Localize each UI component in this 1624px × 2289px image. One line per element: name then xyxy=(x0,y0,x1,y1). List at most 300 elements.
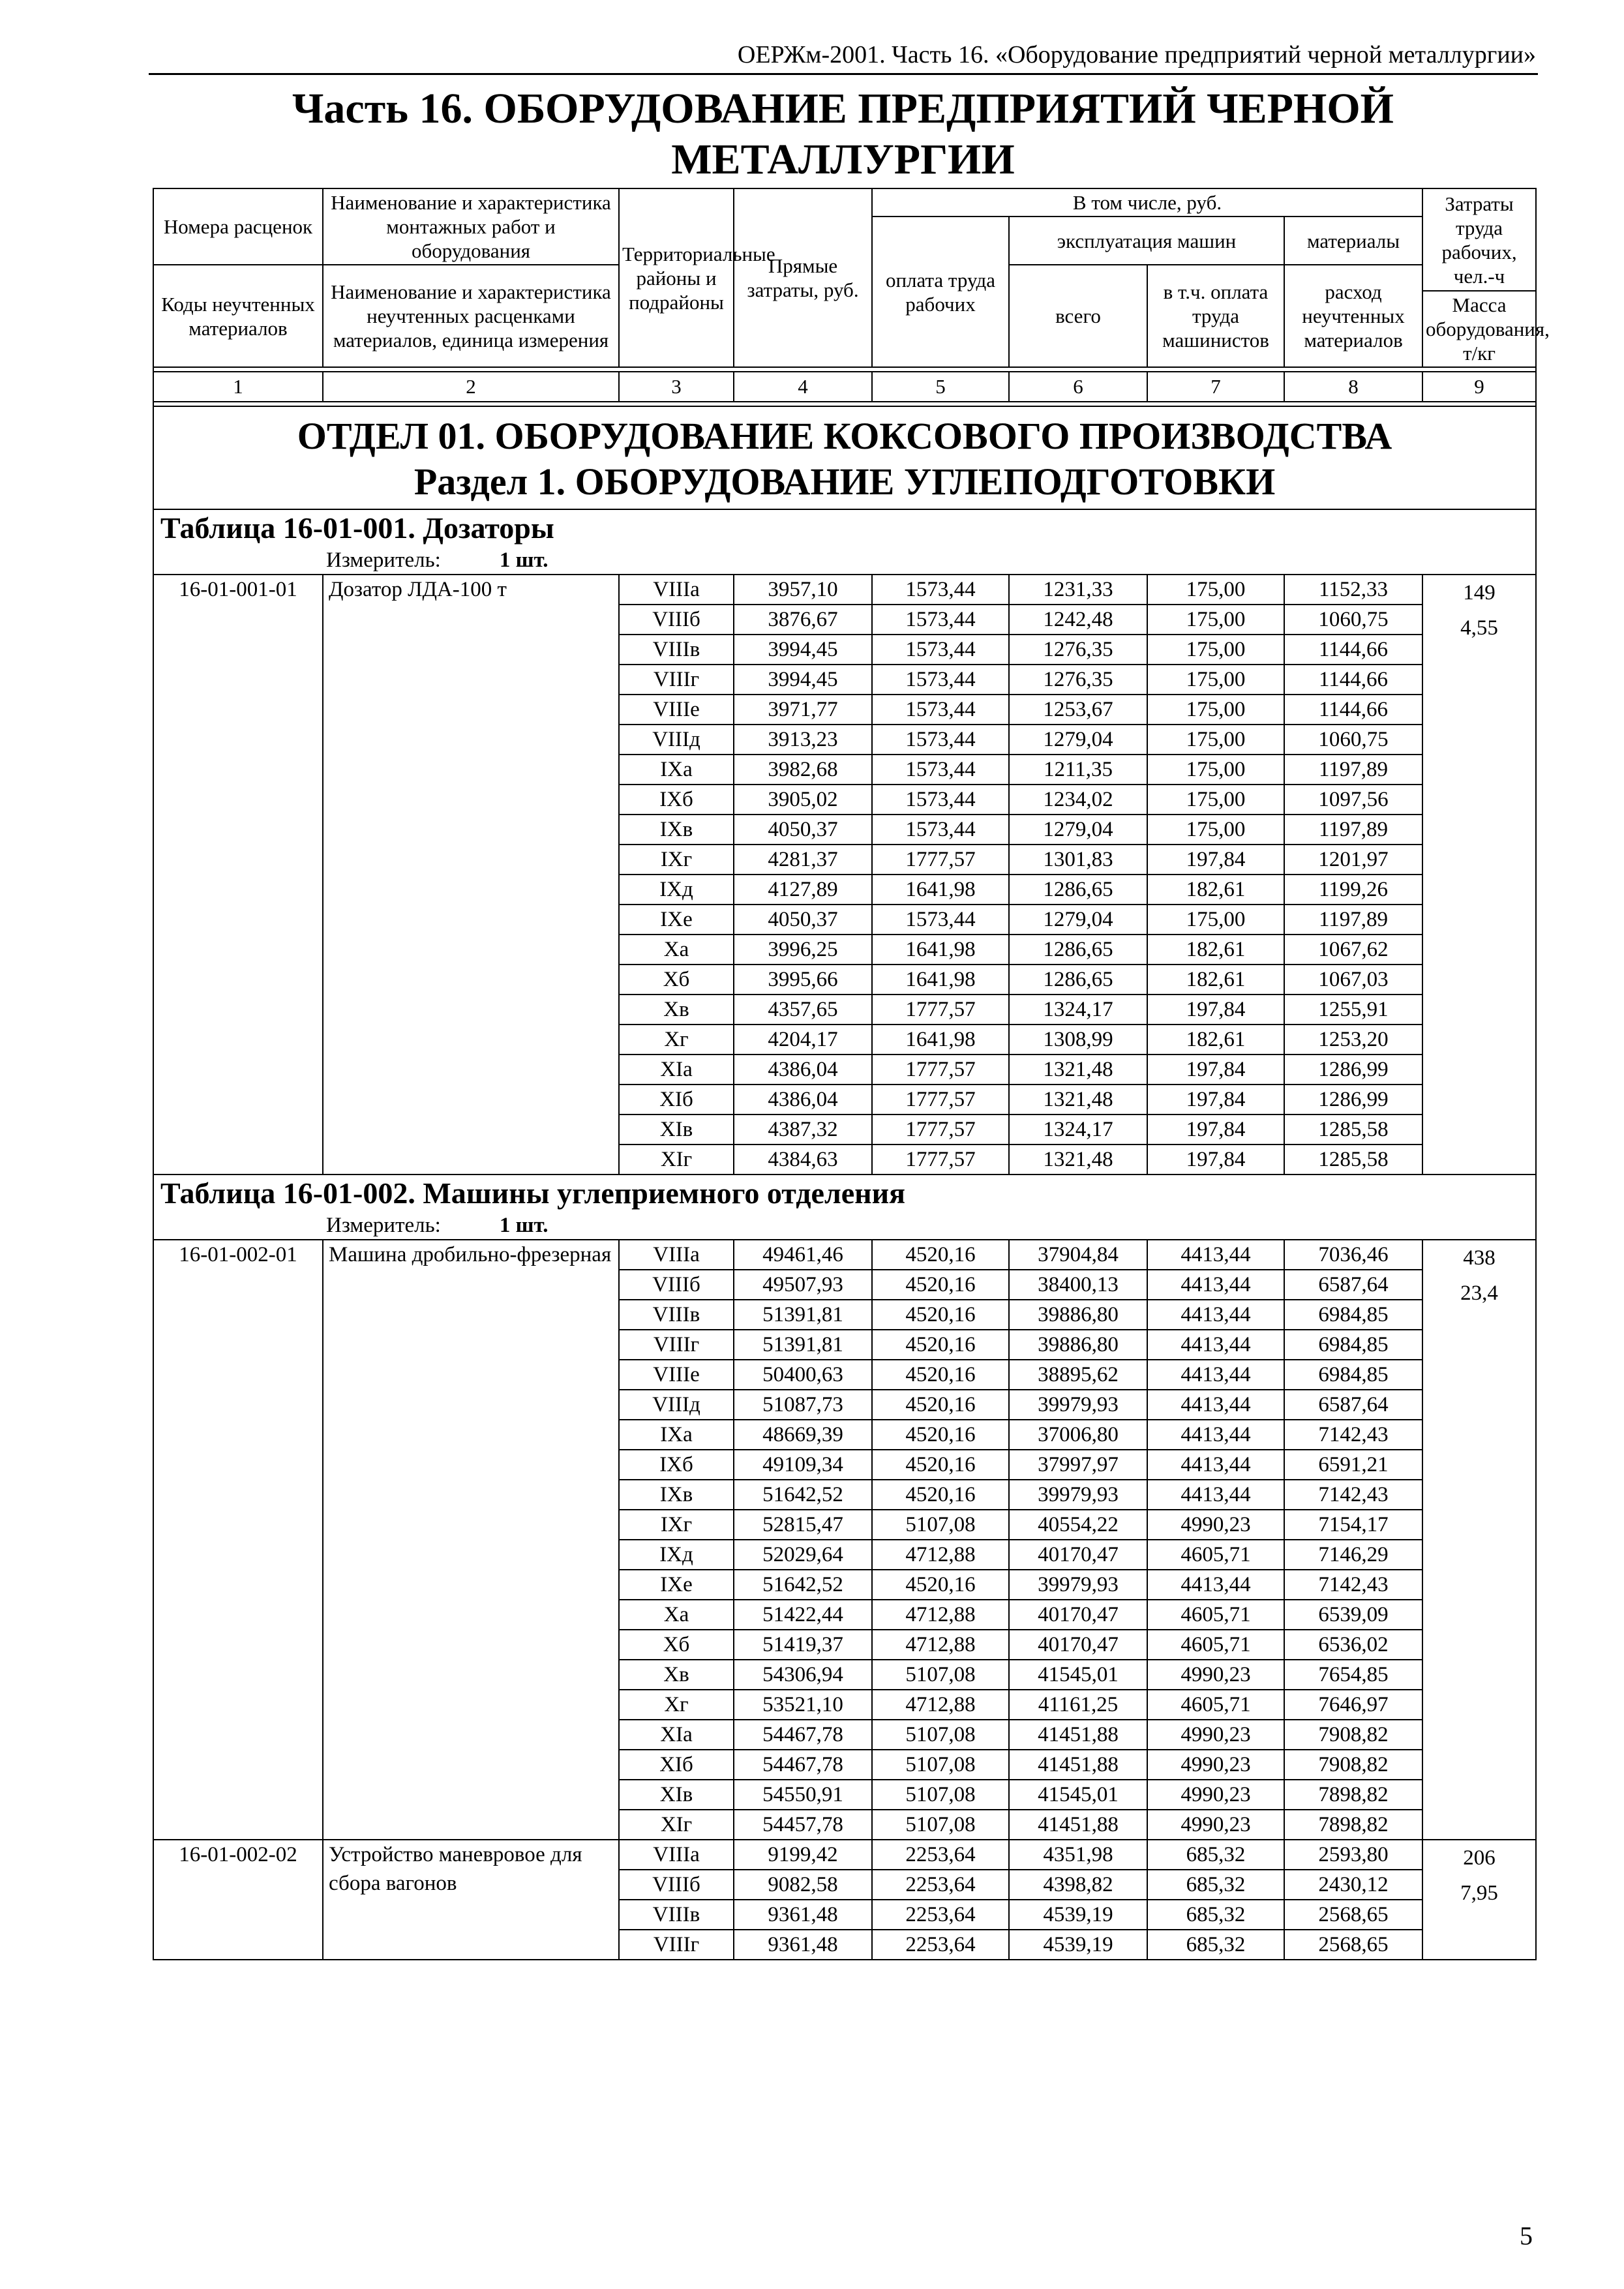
table-cell: 4204,17 xyxy=(734,1025,872,1055)
table-cell: Xв xyxy=(619,1660,734,1690)
table-cell: 4520,16 xyxy=(872,1270,1009,1300)
table-cell: 175,00 xyxy=(1147,755,1284,785)
table-cell: 52029,64 xyxy=(734,1540,872,1570)
table-cell: 9199,42 xyxy=(734,1840,872,1870)
table-cell: 41451,88 xyxy=(1009,1720,1147,1750)
measure-unit: 1 шт. xyxy=(499,548,549,572)
table-cell: 175,00 xyxy=(1147,575,1284,605)
table-cell: 197,84 xyxy=(1147,995,1284,1025)
table-cell: 1279,04 xyxy=(1009,815,1147,845)
table-cell: 1286,65 xyxy=(1009,875,1147,905)
table-cell: 4413,44 xyxy=(1147,1240,1284,1270)
table-cell: 1321,48 xyxy=(1009,1085,1147,1115)
table-cell: IXг xyxy=(619,1510,734,1540)
table-cell: 1285,58 xyxy=(1284,1115,1422,1144)
labor-mass-cell xyxy=(1422,1240,1536,1840)
table-cell: VIIIa xyxy=(619,1240,734,1270)
table-cell: 182,61 xyxy=(1147,875,1284,905)
table-cell: 7908,82 xyxy=(1284,1750,1422,1780)
table-cell: 1286,99 xyxy=(1284,1055,1422,1085)
table-cell: 4413,44 xyxy=(1147,1570,1284,1600)
table-cell: 4990,23 xyxy=(1147,1660,1284,1690)
table-cell: 4413,44 xyxy=(1147,1420,1284,1450)
table-cell: 1197,89 xyxy=(1284,815,1422,845)
table-cell: 4520,16 xyxy=(872,1330,1009,1360)
table-cell: 3971,77 xyxy=(734,695,872,725)
table-cell: VIIIб xyxy=(619,605,734,635)
table-cell: 1152,33 xyxy=(1284,575,1422,605)
table-cell: 7036,46 xyxy=(1284,1240,1422,1270)
table-cell: 4605,71 xyxy=(1147,1600,1284,1630)
table-cell: 51422,44 xyxy=(734,1600,872,1630)
table-cell: 2253,64 xyxy=(872,1870,1009,1900)
table-cell: 54306,94 xyxy=(734,1660,872,1690)
table-cell: 7908,82 xyxy=(1284,1720,1422,1750)
table-cell: 4520,16 xyxy=(872,1450,1009,1480)
table-cell: 9361,48 xyxy=(734,1900,872,1930)
table-cell: 1234,02 xyxy=(1009,785,1147,815)
header-materials: материалы xyxy=(1284,217,1422,265)
table-cell: XIб xyxy=(619,1085,734,1115)
table-row xyxy=(153,575,1536,605)
table-cell: VIIIa xyxy=(619,575,734,605)
table-cell: 6539,09 xyxy=(1284,1600,1422,1630)
table-title: Таблица 16-01-001. Дозаторы xyxy=(153,509,1536,546)
running-header: ОЕРЖм-2001. Часть 16. «Оборудование предприятий черной металлургии» xyxy=(737,41,1536,68)
header-labor: Затраты труда рабочих, чел.-ч xyxy=(1422,188,1536,291)
col-number: 4 xyxy=(734,372,872,402)
table-cell: 1324,17 xyxy=(1009,1115,1147,1144)
table-cell: IXб xyxy=(619,785,734,815)
table-cell: 1286,99 xyxy=(1284,1085,1422,1115)
header-materials-consumption: расход неучтенных материалов xyxy=(1284,265,1422,367)
table-cell: 37904,84 xyxy=(1009,1240,1147,1270)
table-cell: 685,32 xyxy=(1147,1900,1284,1930)
col-number: 3 xyxy=(619,372,734,402)
table-cell: 4520,16 xyxy=(872,1480,1009,1510)
table-cell: 1573,44 xyxy=(872,785,1009,815)
measure-row xyxy=(153,546,1536,575)
table-cell: 1197,89 xyxy=(1284,755,1422,785)
table-cell: IXг xyxy=(619,845,734,875)
table-cell: Xб xyxy=(619,1630,734,1660)
table-cell: IXд xyxy=(619,1540,734,1570)
table-cell: Xг xyxy=(619,1690,734,1720)
measure-unit: 1 шт. xyxy=(499,1214,549,1237)
table-cell: IXв xyxy=(619,815,734,845)
table-cell: 4050,37 xyxy=(734,815,872,845)
col-number: 8 xyxy=(1284,372,1422,402)
table-cell: XIб xyxy=(619,1750,734,1780)
table-cell: 1573,44 xyxy=(872,695,1009,725)
col-number: 6 xyxy=(1009,372,1147,402)
table-cell: 3913,23 xyxy=(734,725,872,755)
labor-mass-cell xyxy=(1422,575,1536,1174)
table-cell: 49461,46 xyxy=(734,1240,872,1270)
mass-value: 7,95 xyxy=(1460,1881,1498,1905)
table-cell: 4712,88 xyxy=(872,1600,1009,1630)
table-cell: 39979,93 xyxy=(1009,1570,1147,1600)
table-cell: 40554,22 xyxy=(1009,1510,1147,1540)
table-cell: 1573,44 xyxy=(872,725,1009,755)
table-cell: 3995,66 xyxy=(734,965,872,995)
table-cell: 1777,57 xyxy=(872,1085,1009,1115)
header-machines-total: всего xyxy=(1009,265,1147,367)
table-cell: 175,00 xyxy=(1147,695,1284,725)
table-cell: 1144,66 xyxy=(1284,665,1422,695)
table-cell: 1573,44 xyxy=(872,605,1009,635)
table-cell: Xв xyxy=(619,995,734,1025)
header-machinists-wages: в т.ч. оплата труда машинистов xyxy=(1147,265,1284,367)
table-cell: 4413,44 xyxy=(1147,1330,1284,1360)
table-cell: 40170,47 xyxy=(1009,1630,1147,1660)
table-cell: 1573,44 xyxy=(872,815,1009,845)
table-cell: IXa xyxy=(619,755,734,785)
table-cell: VIIIa xyxy=(619,1840,734,1870)
rate-code: 16-01-002-02 xyxy=(153,1840,323,1960)
table-cell: 4520,16 xyxy=(872,1240,1009,1270)
table-cell: 175,00 xyxy=(1147,605,1284,635)
table-cell: 4386,04 xyxy=(734,1085,872,1115)
table-cell: 1301,83 xyxy=(1009,845,1147,875)
table-cell: 7654,85 xyxy=(1284,1660,1422,1690)
table-cell: 4413,44 xyxy=(1147,1270,1284,1300)
table-cell: 1777,57 xyxy=(872,845,1009,875)
table-cell: 2568,65 xyxy=(1284,1900,1422,1930)
header-direct-costs: Прямые затраты, руб. xyxy=(734,188,872,367)
table-cell: 39979,93 xyxy=(1009,1480,1147,1510)
table-cell: 3996,25 xyxy=(734,935,872,965)
table-cell: 4413,44 xyxy=(1147,1360,1284,1390)
table-cell: 3905,02 xyxy=(734,785,872,815)
table-cell: 1641,98 xyxy=(872,875,1009,905)
table-cell: 175,00 xyxy=(1147,725,1284,755)
rate-name: Дозатор ЛДА-100 т xyxy=(323,575,619,1174)
table-cell: 1242,48 xyxy=(1009,605,1147,635)
table-cell: 197,84 xyxy=(1147,1144,1284,1174)
labor-mass-cell xyxy=(1422,1840,1536,1960)
table-cell: 685,32 xyxy=(1147,1930,1284,1960)
table-cell: 39886,80 xyxy=(1009,1330,1147,1360)
table-cell: 1067,62 xyxy=(1284,935,1422,965)
table-cell: 1573,44 xyxy=(872,755,1009,785)
mass-value: 23,4 xyxy=(1460,1281,1498,1305)
table-row xyxy=(153,1240,1536,1270)
table-cell: 175,00 xyxy=(1147,665,1284,695)
table-cell: 54457,78 xyxy=(734,1810,872,1840)
table-cell: VIIIв xyxy=(619,1900,734,1930)
table-cell: 2253,64 xyxy=(872,1930,1009,1960)
table-cell: 4384,63 xyxy=(734,1144,872,1174)
table-cell: 38895,62 xyxy=(1009,1360,1147,1390)
table-cell: XIa xyxy=(619,1720,734,1750)
table-cell: 49109,34 xyxy=(734,1450,872,1480)
measure-label: Измеритель: xyxy=(326,548,441,572)
header-name-top: Наименование и характеристика монтажных работ и оборудования xyxy=(323,188,619,265)
table-cell: 1279,04 xyxy=(1009,725,1147,755)
table-cell: 4990,23 xyxy=(1147,1780,1284,1810)
table-cell: 4413,44 xyxy=(1147,1450,1284,1480)
table-cell: 1276,35 xyxy=(1009,635,1147,665)
table-cell: VIIIд xyxy=(619,725,734,755)
table-cell: 41545,01 xyxy=(1009,1780,1147,1810)
table-cell: 1285,58 xyxy=(1284,1144,1422,1174)
table-cell: XIг xyxy=(619,1144,734,1174)
rate-name: Устройство маневровое для сбора вагонов xyxy=(323,1840,619,1960)
table-cell: 54467,78 xyxy=(734,1720,872,1750)
table-cell: 52815,47 xyxy=(734,1510,872,1540)
table-cell: 6591,21 xyxy=(1284,1450,1422,1480)
table-cell: 1144,66 xyxy=(1284,695,1422,725)
col-number: 2 xyxy=(323,372,619,402)
table-cell: 7142,43 xyxy=(1284,1420,1422,1450)
mass-value: 4,55 xyxy=(1460,616,1498,640)
table-cell: 1197,89 xyxy=(1284,905,1422,935)
table-cell: 175,00 xyxy=(1147,785,1284,815)
table-cell: 39886,80 xyxy=(1009,1300,1147,1330)
measure-row xyxy=(153,1212,1536,1240)
table-cell: 1777,57 xyxy=(872,1115,1009,1144)
table-cell: 9361,48 xyxy=(734,1930,872,1960)
rates-table xyxy=(153,188,1550,1960)
table-cell: 38400,13 xyxy=(1009,1270,1147,1300)
table-cell: 2430,12 xyxy=(1284,1870,1422,1900)
table-cell: 1641,98 xyxy=(872,1025,1009,1055)
table-cell: 1573,44 xyxy=(872,635,1009,665)
table-cell: 50400,63 xyxy=(734,1360,872,1390)
table-cell: 5107,08 xyxy=(872,1510,1009,1540)
header-material-names: Наименование и характеристика неучтенных расценками материалов, единица измерения xyxy=(323,265,619,367)
table-cell: 37997,97 xyxy=(1009,1450,1147,1480)
table-cell: 5107,08 xyxy=(872,1750,1009,1780)
table-cell: 4050,37 xyxy=(734,905,872,935)
labor-value: 206 xyxy=(1463,1846,1496,1870)
table-cell: 6984,85 xyxy=(1284,1300,1422,1330)
table-cell: 2593,80 xyxy=(1284,1840,1422,1870)
header-territory: Территориальные районы и подрайоны xyxy=(619,188,734,367)
table-cell: 40170,47 xyxy=(1009,1540,1147,1570)
table-cell: 1286,65 xyxy=(1009,965,1147,995)
table-cell: 51391,81 xyxy=(734,1300,872,1330)
table-cell: Xг xyxy=(619,1025,734,1055)
header-rule xyxy=(149,73,1538,75)
header-material-codes: Коды неучтенных материалов xyxy=(153,265,323,367)
table-cell: 1641,98 xyxy=(872,935,1009,965)
table-cell: IXб xyxy=(619,1450,734,1480)
table-cell: 182,61 xyxy=(1147,965,1284,995)
table-cell: 4520,16 xyxy=(872,1420,1009,1450)
table-cell: 1573,44 xyxy=(872,665,1009,695)
table-cell: 51419,37 xyxy=(734,1630,872,1660)
table-cell: 51642,52 xyxy=(734,1480,872,1510)
table-cell: 3982,68 xyxy=(734,755,872,785)
table-cell: VIIIв xyxy=(619,1300,734,1330)
table-cell: 1573,44 xyxy=(872,905,1009,935)
department-heading: ОТДЕЛ 01. ОБОРУДОВАНИЕ КОКСОВОГО ПРОИЗВОДСТВА xyxy=(153,406,1536,459)
table-cell: 4990,23 xyxy=(1147,1810,1284,1840)
table-cell: 4990,23 xyxy=(1147,1720,1284,1750)
table-cell: VIIIг xyxy=(619,665,734,695)
table-cell: Xa xyxy=(619,1600,734,1630)
page-title: Часть 16. ОБОРУДОВАНИЕ ПРЕДПРИЯТИЙ ЧЕРНОЙ МЕТАЛЛУРГИИ xyxy=(292,85,1394,183)
table-cell: 175,00 xyxy=(1147,635,1284,665)
table-cell: 4281,37 xyxy=(734,845,872,875)
table-cell: 1253,20 xyxy=(1284,1025,1422,1055)
section-heading: Раздел 1. ОБОРУДОВАНИЕ УГЛЕПОДГОТОВКИ xyxy=(153,459,1536,509)
table-cell: 7146,29 xyxy=(1284,1540,1422,1570)
table-cell: 5107,08 xyxy=(872,1660,1009,1690)
table-cell: 48669,39 xyxy=(734,1420,872,1450)
table-cell: 1231,33 xyxy=(1009,575,1147,605)
table-cell: 41161,25 xyxy=(1009,1690,1147,1720)
table-cell: 54467,78 xyxy=(734,1750,872,1780)
table-cell: 54550,91 xyxy=(734,1780,872,1810)
table-cell: 4990,23 xyxy=(1147,1750,1284,1780)
table-cell: 1308,99 xyxy=(1009,1025,1147,1055)
table-cell: 1201,97 xyxy=(1284,845,1422,875)
table-cell: 4605,71 xyxy=(1147,1630,1284,1660)
table-cell: 4127,89 xyxy=(734,875,872,905)
table-cell: 6587,64 xyxy=(1284,1270,1422,1300)
table-cell: 197,84 xyxy=(1147,1115,1284,1144)
table-cell: 1321,48 xyxy=(1009,1144,1147,1174)
table-cell: Xa xyxy=(619,935,734,965)
table-cell: 1777,57 xyxy=(872,1144,1009,1174)
table-cell: Xб xyxy=(619,965,734,995)
table-cell: 197,84 xyxy=(1147,1085,1284,1115)
table-cell: 4413,44 xyxy=(1147,1300,1284,1330)
table-cell: XIa xyxy=(619,1055,734,1085)
page-number: 5 xyxy=(1520,2221,1533,2251)
col-number: 1 xyxy=(153,372,323,402)
labor-value: 149 xyxy=(1463,581,1496,605)
table-cell: 41451,88 xyxy=(1009,1750,1147,1780)
table-cell: 197,84 xyxy=(1147,1055,1284,1085)
table-cell: 4520,16 xyxy=(872,1390,1009,1420)
table-cell: 2568,65 xyxy=(1284,1930,1422,1960)
table-cell: 3957,10 xyxy=(734,575,872,605)
table-cell: 1144,66 xyxy=(1284,635,1422,665)
table-cell: 175,00 xyxy=(1147,815,1284,845)
table-cell: 7898,82 xyxy=(1284,1780,1422,1810)
table-cell: XIв xyxy=(619,1115,734,1144)
header-wages: оплата труда рабочих xyxy=(872,217,1009,367)
table-cell: 41545,01 xyxy=(1009,1660,1147,1690)
table-cell: IXв xyxy=(619,1480,734,1510)
table-cell: 40170,47 xyxy=(1009,1600,1147,1630)
table-cell: 4398,82 xyxy=(1009,1870,1147,1900)
table-cell: 53521,10 xyxy=(734,1690,872,1720)
table-cell: 1777,57 xyxy=(872,995,1009,1025)
table-cell: VIIIе xyxy=(619,1360,734,1390)
table-title: Таблица 16-01-002. Машины углеприемного отделения xyxy=(153,1174,1536,1212)
table-cell: 5107,08 xyxy=(872,1810,1009,1840)
col-number: 9 xyxy=(1422,372,1536,402)
table-cell: 1286,65 xyxy=(1009,935,1147,965)
table-cell: 1255,91 xyxy=(1284,995,1422,1025)
measure-label: Измеритель: xyxy=(326,1214,441,1237)
table-cell: 7898,82 xyxy=(1284,1810,1422,1840)
table-cell: 4605,71 xyxy=(1147,1690,1284,1720)
table-cell: 4387,32 xyxy=(734,1115,872,1144)
table-cell: 7646,97 xyxy=(1284,1690,1422,1720)
table-cell: 1573,44 xyxy=(872,575,1009,605)
table-cell: 6984,85 xyxy=(1284,1360,1422,1390)
table-row xyxy=(153,1840,1536,1870)
table-cell: IXa xyxy=(619,1420,734,1450)
table-cell: 2253,64 xyxy=(872,1840,1009,1870)
table-cell: VIIIб xyxy=(619,1270,734,1300)
rate-code: 16-01-001-01 xyxy=(153,575,323,1174)
table-cell: 1211,35 xyxy=(1009,755,1147,785)
table-cell: IXе xyxy=(619,905,734,935)
table-cell: 1060,75 xyxy=(1284,725,1422,755)
table-cell: VIIIб xyxy=(619,1870,734,1900)
table-cell: 1324,17 xyxy=(1009,995,1147,1025)
table-cell: 197,84 xyxy=(1147,845,1284,875)
table-cell: 41451,88 xyxy=(1009,1810,1147,1840)
table-cell: 4712,88 xyxy=(872,1690,1009,1720)
table-cell: 4351,98 xyxy=(1009,1840,1147,1870)
table-cell: 6536,02 xyxy=(1284,1630,1422,1660)
header-mass: Масса оборудования, т/кг xyxy=(1422,291,1536,367)
table-cell: 7142,43 xyxy=(1284,1480,1422,1510)
table-cell: 1276,35 xyxy=(1009,665,1147,695)
col-number: 7 xyxy=(1147,372,1284,402)
table-cell: 39979,93 xyxy=(1009,1390,1147,1420)
table-cell: 6984,85 xyxy=(1284,1330,1422,1360)
table-cell: 1777,57 xyxy=(872,1055,1009,1085)
table-cell: VIIIг xyxy=(619,1330,734,1360)
table-cell: 1199,26 xyxy=(1284,875,1422,905)
table-cell: 7154,17 xyxy=(1284,1510,1422,1540)
header-including: В том числе, руб. xyxy=(872,188,1422,217)
table-cell: 685,32 xyxy=(1147,1840,1284,1870)
rate-code: 16-01-002-01 xyxy=(153,1240,323,1840)
table-cell: IXд xyxy=(619,875,734,905)
table-cell: 3994,45 xyxy=(734,635,872,665)
table-cell: 5107,08 xyxy=(872,1720,1009,1750)
table-cell: 6587,64 xyxy=(1284,1390,1422,1420)
col-number: 5 xyxy=(872,372,1009,402)
table-cell: 4712,88 xyxy=(872,1540,1009,1570)
table-cell: 1279,04 xyxy=(1009,905,1147,935)
table-cell: XIг xyxy=(619,1810,734,1840)
table-cell: IXе xyxy=(619,1570,734,1600)
table-cell: 51391,81 xyxy=(734,1330,872,1360)
table-cell: 4712,88 xyxy=(872,1630,1009,1660)
table-cell: 3876,67 xyxy=(734,605,872,635)
header-machines: эксплуатация машин xyxy=(1009,217,1284,265)
table-cell: 1067,03 xyxy=(1284,965,1422,995)
table-cell: 175,00 xyxy=(1147,905,1284,935)
table-cell: 4539,19 xyxy=(1009,1900,1147,1930)
table-cell: 1060,75 xyxy=(1284,605,1422,635)
table-cell: VIIIд xyxy=(619,1390,734,1420)
table-cell: 9082,58 xyxy=(734,1870,872,1900)
table-cell: 2253,64 xyxy=(872,1900,1009,1930)
table-cell: 182,61 xyxy=(1147,1025,1284,1055)
table-cell: 685,32 xyxy=(1147,1870,1284,1900)
table-cell: 4413,44 xyxy=(1147,1390,1284,1420)
table-cell: 1097,56 xyxy=(1284,785,1422,815)
table-cell: VIIIе xyxy=(619,695,734,725)
table-cell: 4386,04 xyxy=(734,1055,872,1085)
table-cell: 1253,67 xyxy=(1009,695,1147,725)
table-cell: 182,61 xyxy=(1147,935,1284,965)
table-cell: 4520,16 xyxy=(872,1360,1009,1390)
table-cell: 4605,71 xyxy=(1147,1540,1284,1570)
